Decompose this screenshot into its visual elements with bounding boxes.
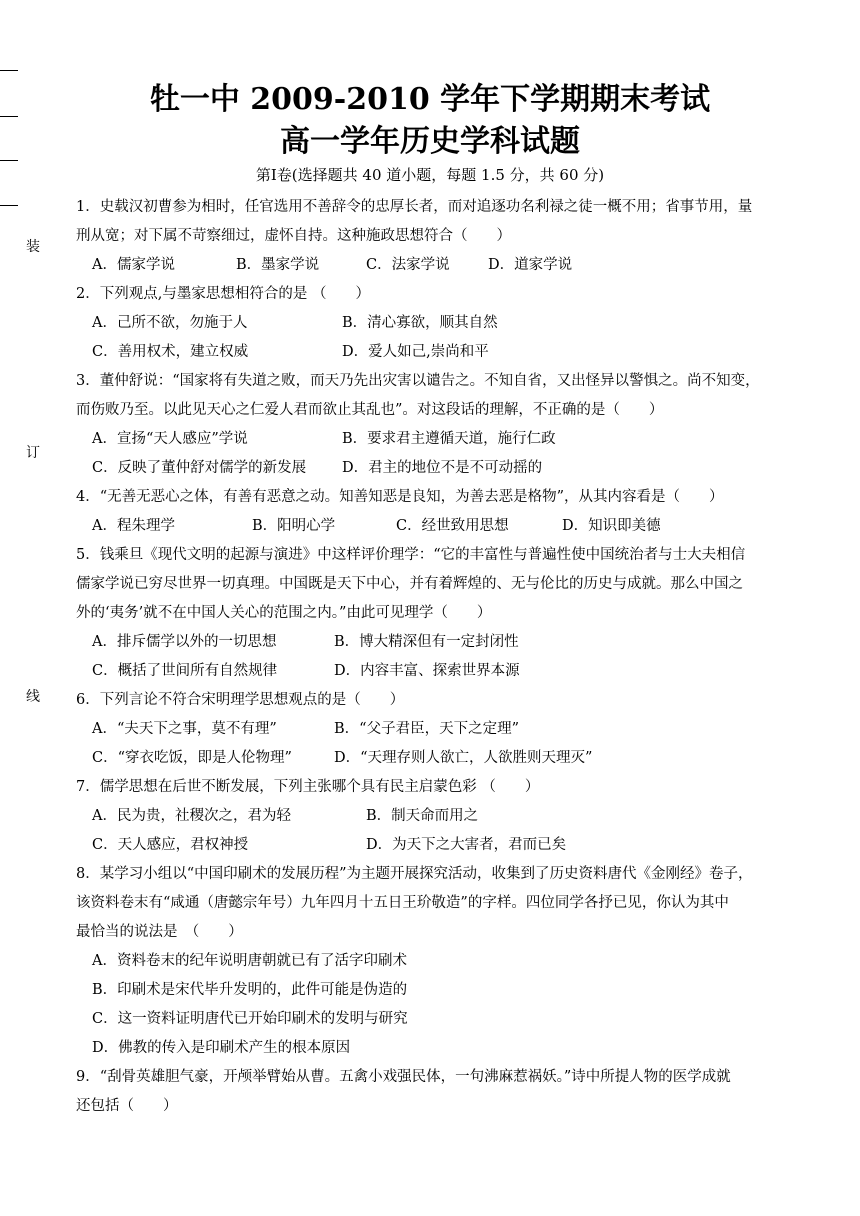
question-2: [76, 280, 782, 367]
option-b: B．阳明心学: [252, 518, 336, 534]
option-a: A．程朱理学: [92, 518, 175, 534]
option-row: [76, 657, 782, 686]
binding-mark-xian: 线: [26, 689, 40, 705]
exam-subtitle: 高一学年历史学科试题: [280, 124, 580, 159]
question-4: [76, 483, 782, 541]
binding-line: [0, 70, 18, 71]
question-text: 3．董仲舒说：“国家将有失道之败，而天乃先出灾害以谴告之。不知自省，又出怪异以警惧之。尚不知变，: [76, 373, 760, 389]
option-a: A．民为贵，社稷次之，君为轻: [92, 808, 291, 824]
option-b: B．“父子君臣，天下之定理”: [334, 721, 519, 737]
option-a: A．“夫天下之事，莫不有理”: [92, 721, 277, 737]
option-c: C．天人感应，君权神授: [92, 837, 249, 853]
option-d: D．道家学说: [488, 257, 573, 273]
question-7: [76, 773, 782, 860]
question-text: 儒家学说已穷尽世界一切真理。中国既是天下中心，并有着辉煌的、无与伦比的历史与成就。那么中国之: [76, 576, 743, 592]
option-a: A．排斥儒学以外的一切思想: [92, 634, 277, 650]
option-row: [76, 338, 782, 367]
question-text: 该资料卷末有“咸通（唐懿宗年号）九年四月十五日王玠敬造”的字样。四位同学各抒已见，你认为其中: [76, 895, 729, 911]
question-9: [76, 1063, 782, 1121]
option-c: C．法家学说: [366, 257, 450, 273]
option-a: A．己所不欲，勿施于人: [92, 315, 248, 331]
option-a: A．儒家学说: [92, 257, 175, 273]
option-c: C．这一资料证明唐代已开始印刷术的发明与研究: [92, 1011, 408, 1027]
option-row: [76, 744, 782, 773]
question-text: 还包括（ ）: [76, 1098, 178, 1114]
option-d: D．君主的地位不是不可动摇的: [342, 460, 543, 476]
binding-mark-ding: 订: [26, 445, 40, 461]
option-c: C．经世致用思想: [396, 518, 509, 534]
question-8: [76, 860, 782, 1063]
question-text: 最恰当的说法是 （ ）: [76, 924, 243, 940]
option-c: C．“穿衣吃饭，即是人伦物理”: [92, 750, 292, 766]
option-b: B．博大精深但有一定封闭性: [334, 634, 519, 650]
option-row: [76, 454, 782, 483]
question-text: 5．钱乘旦《现代文明的起源与演进》中这样评价理学：“它的丰富性与普遍性使中国统治者与士大夫相信: [76, 547, 746, 563]
option-row: [76, 251, 782, 280]
option-row: [76, 802, 782, 831]
option-b: B．印刷术是宋代毕升发明的，此件可能是伪造的: [92, 982, 408, 998]
section-header: 第Ⅰ卷(选择题共 40 道小题，每题 1.5 分，共 60 分): [255, 166, 605, 184]
option-d: D．内容丰富、探索世界本源: [334, 663, 520, 679]
option-row: [76, 1034, 782, 1063]
question-text: 9．“刮骨英雄胆气豪，开颅举臂始从曹。五禽小戏强民体，一句沸麻惹祸妖。”诗中所提人物的医学成就: [76, 1069, 731, 1085]
question-1: [76, 193, 782, 280]
question-text: 4．“无善无恶心之体，有善有恶意之动。知善知恶是良知，为善去恶是格物”，从其内容看是（ ）: [76, 489, 724, 505]
exam-title: 牡一中 2009-2010 学年下学期期末考试: [149, 82, 711, 117]
option-row: [76, 976, 782, 1005]
option-row: [76, 947, 782, 976]
question-text: 8．某学习小组以“中国印刷术的发展历程”为主题开展探究活动，收集到了历史资料唐代《金刚经》卷子，: [76, 866, 753, 882]
option-c: C．善用权术，建立权威: [92, 344, 249, 360]
option-row: [76, 1005, 782, 1034]
option-d: D．“天理存则人欲亡，人欲胜则天理灭”: [334, 750, 593, 766]
option-b: B．墨家学说: [236, 257, 320, 273]
question-6: [76, 686, 782, 773]
option-row: [76, 309, 782, 338]
option-row: [76, 425, 782, 454]
question-text: 刑从宽；对下属不苛察细过，虚怀自持。这种施政思想符合（ ）: [76, 228, 511, 244]
option-c: C．反映了董仲舒对儒学的新发展: [92, 460, 307, 476]
option-c: C．概括了世间所有自然规律: [92, 663, 278, 679]
option-b: B．制天命而用之: [366, 808, 479, 824]
question-text: 而伤败乃至。以此见天心之仁爱人君而欲止其乱也”。对这段话的理解，不正确的是（ ）: [76, 402, 664, 418]
option-row: [76, 628, 782, 657]
option-a: A．宣扬“天人感应”学说: [92, 431, 248, 447]
option-a: A．资料卷末的纪年说明唐朝就已有了活字印刷术: [92, 953, 407, 969]
question-text: 6．下列言论不符合宋明理学思想观点的是（ ）: [76, 692, 405, 708]
question-text: 外的‘夷务’就不在中国人关心的范围之内。”由此可见理学（ ）: [76, 605, 492, 621]
question-5: [76, 541, 782, 686]
question-list: [76, 193, 782, 1121]
option-d: D．佛教的传入是印刷术产生的根本原因: [92, 1040, 351, 1056]
option-d: D．为天下之大害者，君而已矣: [366, 837, 567, 853]
option-d: D．知识即美德: [562, 518, 661, 534]
option-row: [76, 512, 782, 541]
binding-mark-zhuang: 装: [26, 239, 40, 255]
option-d: D．爱人如己,崇尚和平: [342, 344, 489, 360]
option-row: [76, 715, 782, 744]
binding-line: [0, 205, 18, 206]
question-text: 7．儒学思想在后世不断发展，下列主张哪个具有民主启蒙色彩 （ ）: [76, 779, 540, 795]
question-3: [76, 367, 782, 483]
binding-line: [0, 160, 18, 161]
option-row: [76, 831, 782, 860]
option-b: B．要求君主遵循天道，施行仁政: [342, 431, 556, 447]
question-text: 1．史载汉初曹参为相时，任官选用不善辞令的忠厚长者，而对追逐功名利禄之徒一概不用；省事节用，量: [76, 199, 753, 215]
question-text: 2．下列观点,与墨家思想相符合的是 （ ）: [76, 286, 370, 302]
option-b: B．清心寡欲，顺其自然: [342, 315, 498, 331]
